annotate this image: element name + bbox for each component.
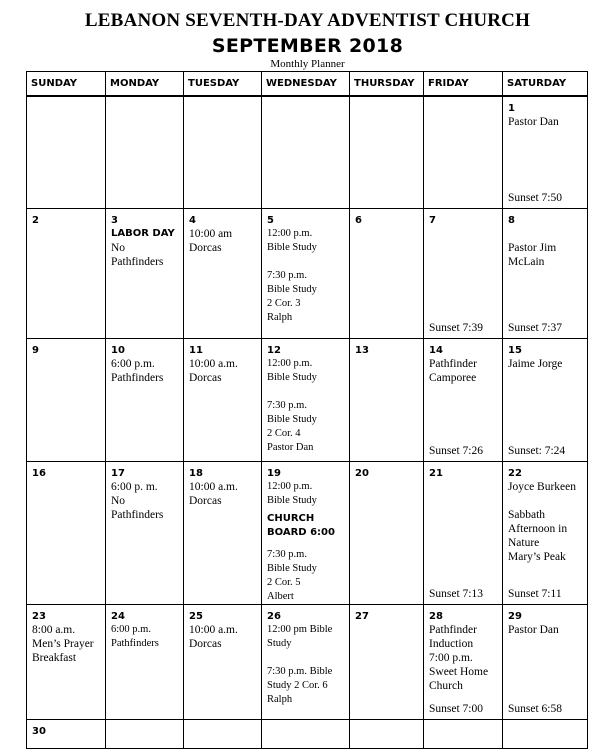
day-number: 9 (32, 344, 39, 356)
event-text: 7:30 p.m. Bible Study 2 Cor. 5 Albert (267, 548, 317, 602)
event-text: 10:00 am Dorcas (189, 227, 233, 254)
calendar-table (26, 71, 588, 749)
event-text: 8:00 a.m. Men’s Prayer Breakfast (32, 623, 94, 664)
day-number: 14 (429, 344, 443, 356)
day-number: 30 (32, 725, 46, 737)
day-cell (503, 96, 588, 208)
event-text: Pastor Dan (508, 623, 559, 636)
day-cell (262, 604, 350, 719)
day-cell (503, 719, 588, 748)
event-text: 6:00 p.m. Pathfinders (111, 357, 164, 384)
day-cell (106, 461, 184, 604)
day-cell (350, 461, 424, 604)
week-row (27, 461, 588, 604)
day-cell (27, 96, 106, 208)
day-cell (184, 719, 262, 748)
day-number: 7 (429, 214, 436, 226)
day-number: 13 (355, 344, 369, 356)
event-text: 6:00 p. m. No Pathfinders (111, 480, 164, 521)
event-text: No Pathfinders (111, 241, 164, 268)
day-cell (424, 604, 503, 719)
meeting-label: CHURCH BOARD 6:00 (267, 512, 335, 538)
day-number: 1 (508, 103, 515, 114)
day-cell (184, 208, 262, 338)
day-cell (106, 719, 184, 748)
weekday-header-row (27, 72, 588, 97)
weekday-header: SUNDAY (27, 72, 106, 97)
event-text: Pathfinder Camporee (429, 357, 477, 384)
sunset-time: Sunset 7:50 (508, 191, 562, 204)
sunset-time: Sunset 6:58 (508, 702, 562, 715)
event-text: 10:00 a.m. Dorcas (189, 623, 238, 650)
day-cell (27, 461, 106, 604)
day-number: 26 (267, 610, 281, 622)
event-text: Pastor Jim McLain (508, 241, 557, 268)
day-cell (503, 604, 588, 719)
event-text: Pastor Dan (508, 116, 559, 128)
day-number: 19 (267, 467, 281, 479)
sunset-time: Sunset 7:13 (429, 587, 483, 600)
day-cell (106, 604, 184, 719)
church-title: LEBANON SEVENTH-DAY ADVENTIST CHURCH (84, 10, 531, 31)
day-number: 10 (111, 344, 125, 356)
event-text: 12:00 pm Bible Study (267, 623, 333, 649)
day-number: 25 (189, 610, 203, 622)
event-text: Jaime Jorge (508, 357, 563, 370)
day-cell (184, 96, 262, 208)
day-cell (350, 719, 424, 748)
day-cell (106, 96, 184, 208)
event-text: 7:30 p.m. Bible Study 2 Cor. 3 Ralph (267, 269, 317, 323)
day-number: 11 (189, 344, 203, 356)
week-row (27, 338, 588, 461)
day-cell (262, 96, 350, 208)
weekday-header: SATURDAY (503, 72, 588, 97)
day-cell (503, 338, 588, 461)
sunset-time: Sunset 7:00 (429, 702, 483, 715)
sunset-time: Sunset 7:11 (508, 587, 562, 600)
day-cell (503, 461, 588, 604)
day-number: 28 (429, 610, 443, 622)
event-text: 10:00 a.m. Dorcas (189, 480, 238, 507)
day-cell (262, 208, 350, 338)
event-text: 10:00 a.m. Dorcas (189, 357, 238, 384)
event-text: Joyce Burkeen (508, 480, 577, 493)
day-number: 21 (429, 467, 443, 479)
day-number: 22 (508, 467, 522, 479)
event-text: 7:30 p.m. Bible Study 2 Cor. 6 Ralph (267, 665, 333, 705)
sunset-time: Sunset 7:37 (508, 321, 562, 334)
day-cell (262, 338, 350, 461)
sunset-time: Sunset 7:39 (429, 321, 483, 334)
day-cell (27, 338, 106, 461)
sunset-time: Sunset 7:26 (429, 444, 483, 457)
event-text: Pathfinder Induction 7:00 p.m. Sweet Home Church (429, 623, 489, 692)
day-cell (184, 338, 262, 461)
day-cell (106, 208, 184, 338)
day-number: 18 (189, 467, 203, 479)
day-cell (106, 338, 184, 461)
week-row (27, 208, 588, 338)
event-text: 6:00 p.m. Pathfinders (111, 623, 159, 649)
day-cell (424, 208, 503, 338)
day-number: 3 (111, 214, 118, 226)
day-number: 17 (111, 467, 125, 479)
day-cell (350, 338, 424, 461)
weekday-header: THURSDAY (350, 72, 424, 97)
day-cell (262, 719, 350, 748)
weekday-header: TUESDAY (184, 72, 262, 97)
holiday-label: LABOR DAY (111, 227, 175, 239)
day-cell (350, 208, 424, 338)
event-text: Sabbath Afternoon in Nature Mary’s Peak (508, 508, 568, 563)
week-row (27, 719, 588, 748)
day-cell (424, 96, 503, 208)
day-number: 15 (508, 344, 522, 356)
day-cell (350, 96, 424, 208)
day-cell (27, 208, 106, 338)
day-number: 6 (355, 214, 362, 226)
day-number: 16 (32, 467, 46, 479)
event-text: 12:00 p.m. Bible Study (267, 227, 317, 253)
day-cell (262, 461, 350, 604)
day-cell (350, 604, 424, 719)
week-row (27, 96, 588, 208)
event-text: 12:00 p.m. Bible Study (267, 357, 317, 383)
day-number: 27 (355, 610, 369, 622)
day-cell (184, 461, 262, 604)
day-number: 24 (111, 610, 125, 622)
weekday-header: WEDNESDAY (262, 72, 350, 97)
day-cell (27, 604, 106, 719)
day-number: 29 (508, 610, 522, 622)
week-row (27, 604, 588, 719)
day-number: 4 (189, 214, 196, 226)
day-cell (424, 719, 503, 748)
day-cell (424, 461, 503, 604)
weekday-header: MONDAY (106, 72, 184, 97)
day-cell (503, 208, 588, 338)
day-number: 5 (267, 214, 274, 226)
sunset-time: Sunset: 7:24 (508, 444, 566, 457)
event-text: 7:30 p.m. Bible Study 2 Cor. 4 Pastor Dan (267, 399, 317, 453)
day-number: 8 (508, 214, 515, 226)
month-title: SEPTEMBER 2018 (211, 35, 404, 57)
weekday-header: FRIDAY (424, 72, 503, 97)
day-number: 23 (32, 610, 46, 622)
day-cell (424, 338, 503, 461)
day-cell (184, 604, 262, 719)
day-number: 20 (355, 467, 369, 479)
day-number: 12 (267, 344, 281, 356)
planner-subtitle: Monthly Planner (270, 58, 345, 70)
day-cell (27, 719, 106, 748)
day-number: 2 (32, 214, 39, 226)
event-text: 12:00 p.m. Bible Study (267, 480, 317, 506)
